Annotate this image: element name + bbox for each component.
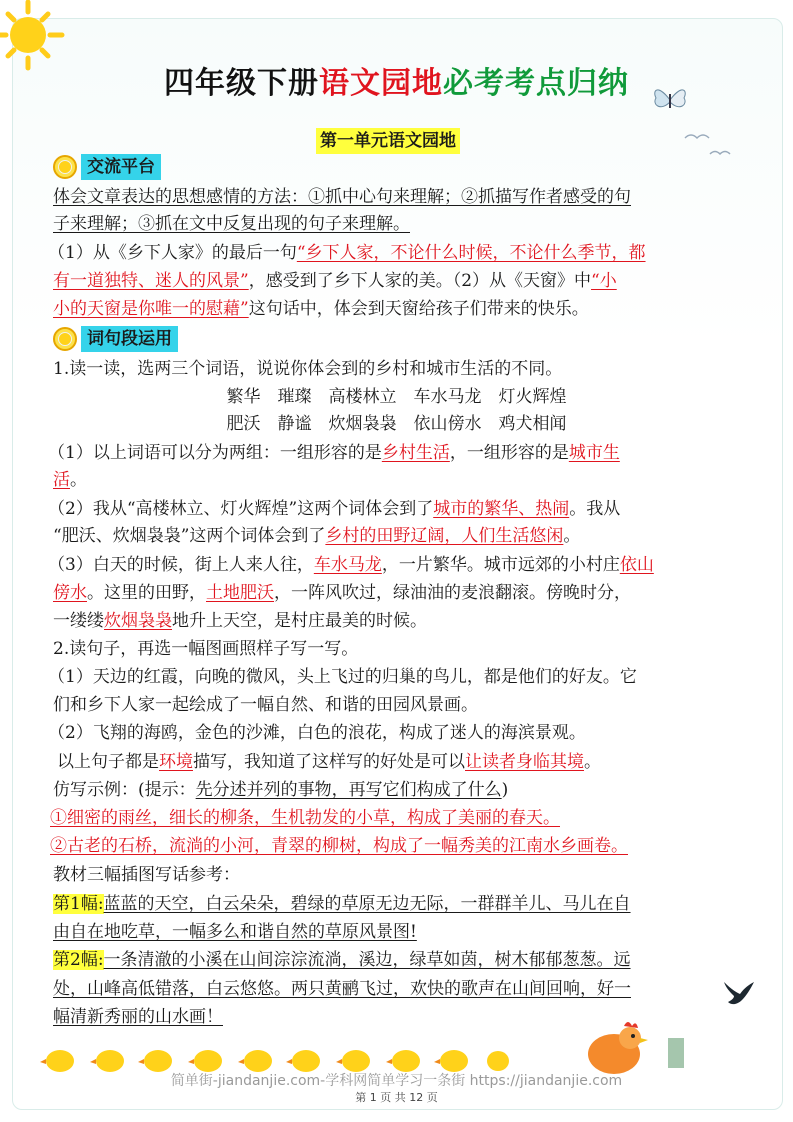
figure-text: 蓝蓝的天空，白云朵朵，碧绿的草原无边无际，一群群羊儿、马儿在自 (103, 894, 631, 914)
answer-text: 乡村的田野辽阔，人们生活悠闲 (325, 526, 564, 546)
figure-label: 第1幅: (53, 894, 104, 914)
text: 。 (563, 526, 581, 546)
page-title (0, 58, 793, 102)
text-line (48, 552, 654, 578)
hint-text: 先分述并列的事物，再写它们构成了什么 (195, 780, 502, 800)
text-line (48, 496, 620, 522)
section-header-practice (53, 325, 178, 353)
title-part2: 语文园地 (319, 66, 443, 101)
text: 。这里的田野， (87, 583, 206, 603)
text: ) (501, 780, 509, 800)
text-line (53, 523, 580, 549)
word-list: 繁华 璀璨 高楼林立 车水马龙 灯火辉煌 (226, 387, 567, 407)
text-line (53, 947, 631, 973)
text-line: 教材三幅插图写话参考： (53, 865, 240, 885)
text: 以上句子都是 (57, 752, 159, 772)
figure-text: 处，山峰高低错落，白云悠悠。两只黄鹂飞过，欢快的歌声在山间回响，好一 (53, 979, 631, 999)
text-line (53, 211, 410, 237)
answer-text: 傍水 (53, 583, 87, 603)
text-line: （1）天边的红霞，向晚的微风，头上飞过的归巢的鸟儿，都是他们的好友。它 (48, 667, 637, 687)
unit-title: 第一单元语文园地 (316, 128, 460, 154)
text: “肥沃、炊烟袅袅”这两个词体会到了 (53, 526, 326, 546)
text-line: 们和乡下人家一起绘成了一幅自然、和谐的田园风景画。 (53, 695, 478, 715)
text-line (53, 580, 631, 606)
answer-text: 车水马龙 (313, 555, 382, 575)
text-line (53, 891, 631, 917)
text: ，一组形容的是 (449, 443, 569, 463)
answer-text: 城市生 (568, 443, 620, 463)
word-list: 肥沃 静谧 炊烟袅袅 依山傍水 鸡犬相闻 (226, 414, 567, 434)
text: （3）白天的时候，街上人来人往， (48, 555, 314, 575)
text: （1）以上词语可以分为两组：一组形容的是 (48, 443, 382, 463)
page-number: 第 1 页 共 12 页 (355, 1091, 438, 1104)
figure-label: 第2幅: (53, 950, 104, 970)
section-label: 词句段运用 (81, 326, 178, 352)
figure-text: 幅清新秀丽的山水画！ (53, 1007, 223, 1027)
question-2: 2.读句子，再选一幅图画照样子写一写。 (53, 639, 359, 659)
figure-text: 一条清澈的小溪在山间淙淙流淌，溪边，绿草如茵，树木郁郁葱葱。远 (103, 950, 631, 970)
text-line (53, 296, 589, 322)
text: 这句话中，体会到天窗给孩子们带来的快乐。 (248, 299, 589, 319)
quote-text: 有一道独特、迷人的风景” (53, 271, 249, 291)
text-line (50, 833, 628, 859)
text: 仿写示例：(提示： (53, 780, 196, 800)
text-line: （2）飞翔的海鸥，金色的沙滩，白色的浪花，构成了迷人的海滨景观。 (48, 723, 586, 743)
text: 。我从 (569, 499, 621, 519)
section-label: 交流平台 (81, 154, 161, 180)
text-line (53, 608, 427, 634)
title-part3: 必考考点归纳 (443, 66, 629, 101)
text-line (53, 777, 508, 803)
text-line (53, 184, 631, 210)
text-line (53, 268, 617, 294)
text-line (57, 749, 601, 775)
example-text: ①细密的雨丝，细长的柳条，生机勃发的小草，构成了美丽的春天。 (50, 808, 560, 828)
quote-text: “小 (591, 271, 617, 291)
text-line (48, 240, 646, 266)
answer-text: 环境 (159, 752, 193, 772)
text: ，一阵风吹过，绿油油的麦浪翻滚。傍晚时分， (274, 583, 631, 603)
text: ，一片繁华。城市远郊的小村庄 (381, 555, 620, 575)
title-part1: 四年级下册 (164, 66, 319, 101)
answer-text: 炊烟袅袅 (104, 611, 172, 631)
swallow-icon (722, 978, 756, 1008)
medal-icon (53, 327, 77, 351)
quote-text: 小的天窗是你唯一的慰藉” (53, 299, 249, 319)
text-line (53, 1004, 223, 1030)
text: 地升上天空，是村庄最美的时候。 (172, 611, 427, 631)
method-text: 子来理解；③抓在文中反复出现的句子来理解。 (53, 214, 410, 234)
answer-text: 土地肥沃 (206, 583, 274, 603)
answer-text: 活 (53, 470, 70, 490)
text: ，感受到了乡下人家的美。（2）从《天窗》中 (248, 271, 592, 291)
question-1: 1.读一读，选两三个词语，说说你体会到的乡村和城市生活的不同。 (53, 359, 563, 379)
answer-text: 乡村生活 (381, 443, 450, 463)
text: （2）我从“高楼林立、灯火辉煌”这两个词体会到了 (48, 499, 434, 519)
text: 。 (584, 752, 601, 772)
answer-text: 依山 (619, 555, 654, 575)
answer-text: 城市的繁华、热闹 (433, 499, 570, 519)
figure-text: 由自在地吃草，一幅多么和谐自然的草原风景图! (53, 922, 417, 942)
text-line (53, 467, 87, 493)
text: （1）从《乡下人家》的最后一句 (48, 243, 297, 263)
birds-icon (680, 128, 740, 168)
text: 。 (70, 470, 87, 490)
section-header-exchange (53, 153, 161, 181)
text-line (53, 919, 417, 945)
answer-text: 让读者身临其境 (465, 752, 584, 772)
hen-icon (580, 1018, 690, 1078)
method-text: 体会文章表达的思想感情的方法：①抓中心句来理解；②抓描写作者感受的句 (53, 187, 631, 207)
text-line (48, 440, 620, 466)
medal-icon (53, 155, 77, 179)
text: 一缕缕 (53, 611, 104, 631)
quote-text: “乡下人家，不论什么时候，不论什么季节，都 (296, 243, 646, 263)
text: 描写，我知道了这样写的好处是可以 (193, 752, 465, 772)
text-line (53, 976, 631, 1002)
footer-watermark: 简单街-jiandanjie.com-学科网简单学习一条街 https://jiandanjie.com (170, 1073, 623, 1089)
text-line (50, 805, 560, 831)
example-text: ②古老的石桥，流淌的小河，青翠的柳树，构成了一幅秀美的江南水乡画卷。 (50, 836, 628, 856)
